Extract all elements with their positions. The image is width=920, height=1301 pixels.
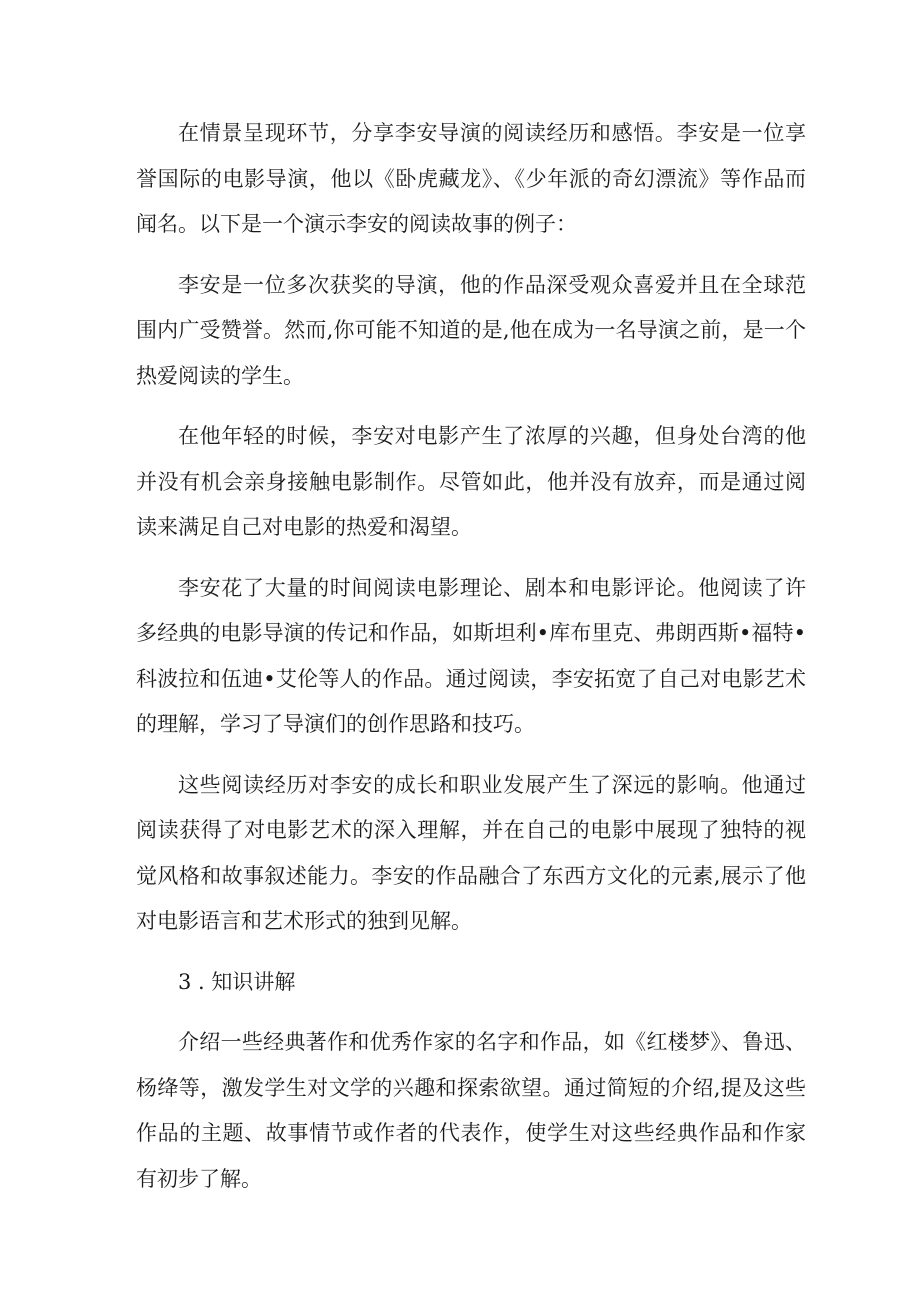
section-heading: 3 . 知识讲解	[178, 969, 296, 994]
paragraph-lee-ang-youth: 在他年轻的时候，李安对电影产生了浓厚的兴趣，但身处台湾的他并没有机会亲身接触电影制作。尽管如此，他并没有放弃，而是通过阅读来满足自己对电影的热爱和渴望。	[136, 424, 806, 539]
paragraph-lee-ang-reading: 李安花了大量的时间阅读电影理论、剧本和电影评论。他阅读了许多经典的电影导演的传记和作品，如斯坦利•库布里克、弗朗西斯•福特•科波拉和伍迪•艾伦等人的作品。通过阅读，李安拓宽了自己对电影艺术的理解，学习了导演们的创作思路和技巧。	[136, 575, 806, 736]
paragraph-knowledge-explanation: 介绍一些经典著作和优秀作家的名字和作品，如《红楼梦》、鲁迅、杨绛等，激发学生对文学的兴趣和探索欲望。通过简短的介绍,提及这些作品的主题、故事情节或作者的代表作，使学生对这些经典作品和作家有初步了解。	[136, 1030, 806, 1191]
paragraph-lee-ang-intro: 在情景呈现环节，分享李安导演的阅读经历和感悟。李安是一位享誉国际的电影导演，他以《卧虎藏龙》、《少年派的奇幻漂流》等作品而闻名。以下是一个演示李安的阅读故事的例子：	[136, 121, 806, 236]
paragraph-lee-ang-influence: 这些阅读经历对李安的成长和职业发展产生了深远的影响。他通过阅读获得了对电影艺术的深入理解，并在自己的电影中展现了独特的视觉风格和故事叙述能力。李安的作品融合了东西方文化的元素,展示了他对电影语言和艺术形式的独到见解。	[136, 772, 806, 933]
paragraph-lee-ang-award: 李安是一位多次获奖的导演，他的作品深受观众喜爱并且在全球范围内广受赞誉。然而,你可能不知道的是,他在成为一名导演之前，是一个热爱阅读的学生。	[136, 272, 806, 388]
document-body	[136, 111, 806, 1217]
